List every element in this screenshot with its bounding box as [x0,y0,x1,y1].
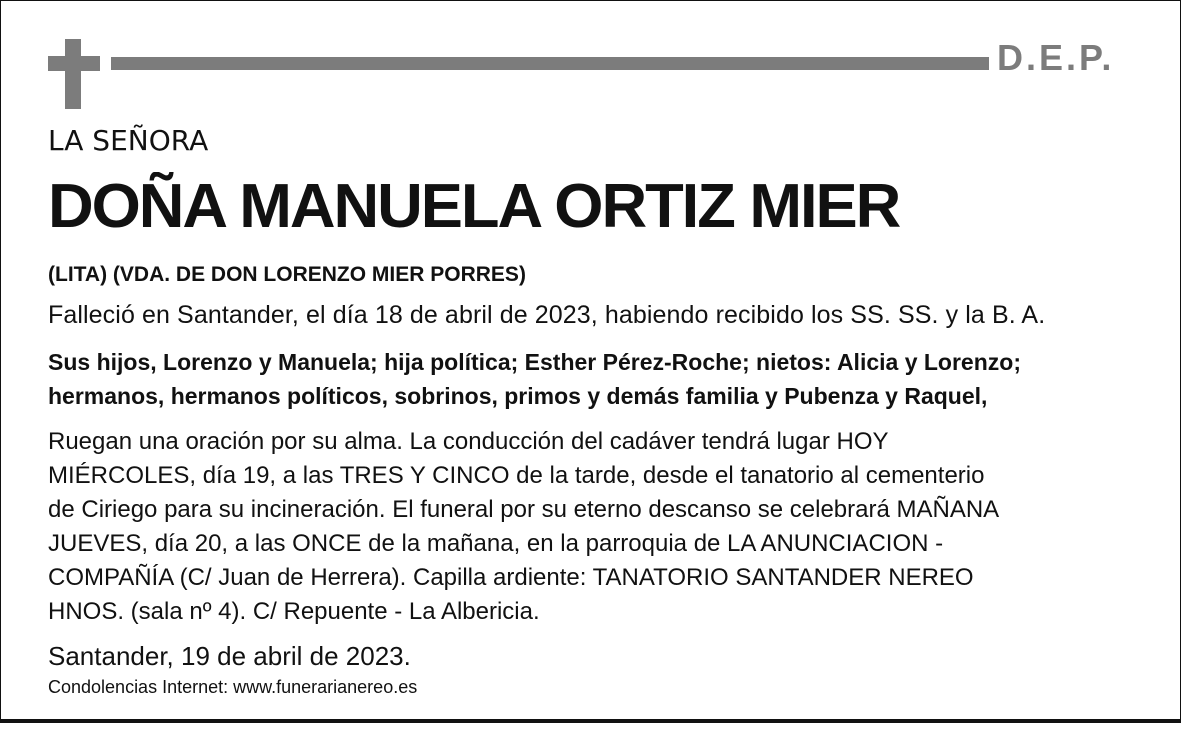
family-block [48,345,1021,413]
alias-line: (LITA) (VDA. DE DON LORENZO MIER PORRES) [48,263,526,286]
honorific: LA SEÑORA [48,124,209,157]
bottom-border [0,721,1181,739]
condolences-line: Condolencias Internet: www.funerarianereo.es [48,677,418,697]
family-line: hermanos, hermanos políticos, sobrinos, primos y demás familia y Pubenza y Raquel, [48,383,988,409]
header-rule [111,57,989,70]
body-line: de Ciriego para su incineración. El funeral por su eterno descanso se celebrará MAÑANA [48,496,1000,523]
dep-label: D.E.P. [997,37,1115,78]
cross-icon [65,39,81,109]
body-line: HNOS. (sala nº 4). C/ Repuente - La Albericia. [48,598,540,625]
body-line: COMPAÑÍA (C/ Juan de Herrera). Capilla ardiente: TANATORIO SANTANDER NEREO [48,564,974,591]
body-line: JUEVES, día 20, a las ONCE de la mañana, en la parroquia de LA ANUNCIACION - [48,530,944,557]
ceremony-block [48,425,999,629]
date-line: Santander, 19 de abril de 2023. [48,641,411,671]
body-line: MIÉRCOLES, día 19, a las TRES Y CINCO de la tarde, desde el tanatorio al cementerio [48,462,985,489]
death-line: Falleció en Santander, el día 18 de abril de 2023, habiendo recibido los SS. SS. y la B. A. [48,301,1046,329]
family-line: Sus hijos, Lorenzo y Manuela; hija política; Esther Pérez-Roche; nietos: Alicia y Lorenzo; [48,349,1021,375]
body-line: Ruegan una oración por su alma. La conducción del cadáver tendrá lugar HOY [48,428,889,455]
deceased-name: DOÑA MANUELA ORTIZ MIER [48,172,900,241]
cross-icon-bar [48,56,100,71]
